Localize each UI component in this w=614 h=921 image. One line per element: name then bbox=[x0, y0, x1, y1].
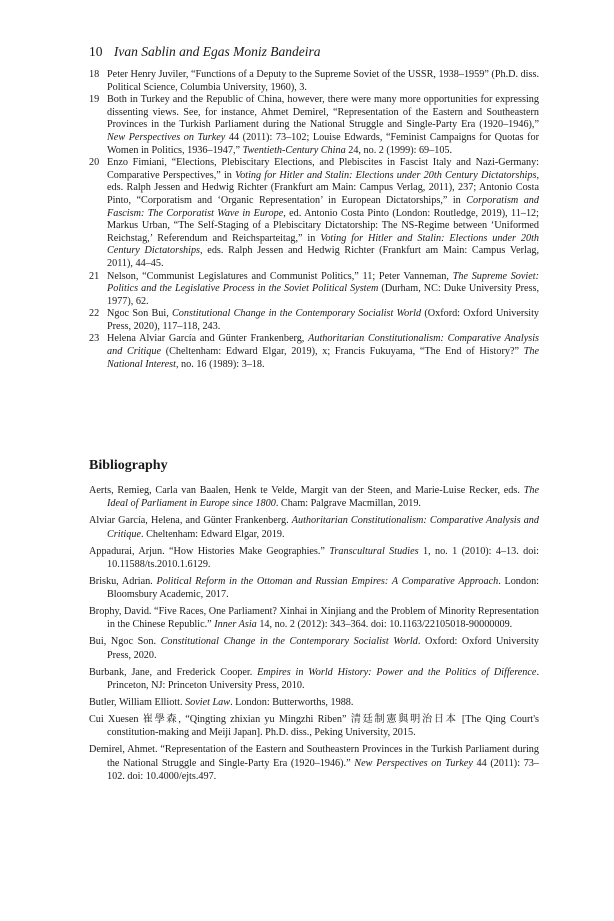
italic-title: Empires in World History: Power and the Politics of Difference bbox=[257, 666, 537, 678]
text-run: Butler, William Elliott. bbox=[89, 697, 186, 709]
text-run: Alviar García, Helena, and Günter Frankenberg. bbox=[89, 515, 292, 527]
bibliography-entry bbox=[89, 605, 539, 631]
text-run: Helena Alviar García and Günter Frankenberg, bbox=[107, 333, 309, 345]
bibliography-entry bbox=[89, 635, 539, 661]
italic-title: Authoritarian Constitutionalism: Comparative Analysis and Critique bbox=[107, 333, 539, 358]
text-run: , no. 16 (1989): 3–18. bbox=[175, 358, 265, 370]
italic-title: The Supreme Soviet: Politics and the Legislative Process in the Soviet Political System bbox=[107, 270, 539, 295]
text-run: (Oxford: Oxford University Press, 2020), 117–118, 243. bbox=[107, 308, 539, 332]
text-run: 44 (2011): 73–102. doi: 10.4000/ejts.497. bbox=[107, 757, 539, 782]
text-run: 24, no. 2 (1999): 69–105. bbox=[345, 144, 453, 156]
italic-title: Transcultural Studies bbox=[329, 545, 419, 557]
text-run: Aerts, Remieg, Carla van Baalen, Henk te Velde, Margit van der Steen, and Marie-Luise Recker, eds. bbox=[89, 485, 524, 496]
bibliography-entry bbox=[89, 575, 539, 601]
running-head: Ivan Sablin and Egas Moniz Bandeira bbox=[113, 44, 321, 59]
text-run: 14, no. 2 (2012): 343–364. doi: 10.1163/22105018-90000009. bbox=[256, 619, 513, 631]
running-header bbox=[89, 43, 549, 61]
endnote bbox=[89, 271, 539, 309]
endnote-number: 19 bbox=[89, 94, 100, 106]
bibliography-heading: Bibliography bbox=[89, 458, 168, 473]
endnote-number: 23 bbox=[89, 333, 100, 345]
italic-title: Constitutional Change in the Contemporary Socialist World bbox=[160, 636, 418, 648]
bibliography-entry bbox=[89, 743, 539, 783]
text-run: Both in Turkey and the Republic of China, however, there were many more opportunities for expressing dissenting views. See, for instance, Ahmet Demirel, “Representation of the Eastern and Southeastern Provinces in the Turkish Parliament during the National Struggle and Single-Party Era (1920–1946),” bbox=[107, 94, 539, 131]
italic-title: Authoritarian Constitutionalism: Comparative Analysis and Critique bbox=[107, 515, 539, 540]
endnote-number: 20 bbox=[89, 157, 100, 169]
italic-title: Soviet Law bbox=[185, 697, 231, 709]
text-run: Peter Henry Juviler, “Functions of a Deputy to the Supreme Soviet of the USSR, 1938–1959” (Ph.D. diss. Political Science, Columbia University, 1960), 3. bbox=[107, 69, 539, 93]
endnote-number: 18 bbox=[89, 69, 100, 80]
text-run: 1, no. 1 (2010): 4–13. doi: 10.11588/ts.2010.1.6129. bbox=[107, 545, 539, 570]
text-run: , eds. Ralph Jessen and Hedwig Richter (Frankfurt am Main: Campus Verlag, 2011), 237; Antonio Costa Pinto, “Corporatism and ‘Organic Representation’ in European Dictatorships,” in bbox=[107, 169, 539, 206]
text-run: Nelson, “Communist Legislatures and Communist Politics,” 11; Peter Vanneman, bbox=[107, 270, 453, 282]
italic-title: The Ideal of Parliament in Europe since 1800 bbox=[107, 485, 539, 510]
italic-title: Corporatism and Fascism: The Corporatist Wave in Europe bbox=[107, 194, 539, 219]
endnote bbox=[89, 333, 539, 371]
text-run: , ed. Antonio Costa Pinto (London: Routledge, 2019), 11–12; Markus Urban, “The Self-Staging of a Plebiscitary Dictatorship: The NS-Regime between ‘Uniformed Reichstag,’ Referendum and Reichsparteitag,” in bbox=[107, 207, 539, 244]
endnotes bbox=[89, 69, 539, 371]
endnote bbox=[89, 308, 539, 333]
italic-title: New Perspectives on Turkey bbox=[354, 757, 473, 769]
text-run: . Oxford: Oxford University Press, 2020. bbox=[107, 636, 539, 661]
endnote-number: 22 bbox=[89, 308, 100, 320]
text-run: Brophy, David. “Five Races, One Parliament? Xinhai in Xinjiang and the Problem of Minority Representation in the Chinese Republic.” bbox=[89, 606, 539, 631]
bibliography-entry bbox=[89, 484, 539, 510]
endnote bbox=[89, 69, 539, 94]
endnote bbox=[89, 157, 539, 270]
italic-title: Inner Asia bbox=[214, 619, 257, 631]
text-run: Bui, Ngoc Son. bbox=[89, 636, 161, 648]
endnote bbox=[89, 94, 539, 157]
text-run: . London: Butterworths, 1988. bbox=[230, 697, 354, 709]
text-run: Brisku, Adrian. bbox=[89, 575, 157, 587]
bibliography-entry bbox=[89, 545, 539, 571]
italic-title: Twentieth-Century China bbox=[242, 144, 346, 156]
italic-title: Political Reform in the Ottoman and Russian Empires: A Comparative Approach bbox=[156, 575, 499, 587]
text-run: (Cheltenham: Edward Elgar, 2019), x; Francis Fukuyama, “The End of History?” bbox=[160, 346, 524, 358]
italic-title: Voting for Hitler and Stalin: Elections under 20th Century Dictatorships bbox=[107, 232, 539, 257]
italic-title: New Perspectives on Turkey bbox=[107, 131, 226, 143]
text-run: . Princeton, NJ: Princeton University Press, 2010. bbox=[107, 666, 539, 691]
text-run: (Durham, NC: Duke University Press, 1977), 62. bbox=[107, 283, 539, 307]
italic-title: The National Interest bbox=[107, 346, 539, 370]
text-run: . London: Bloomsbury Academic, 2017. bbox=[107, 575, 539, 601]
text-run: Appadurai, Arjun. “How Histories Make Geographies.” bbox=[89, 545, 330, 557]
text-run: Demirel, Ahmet. “Representation of the Eastern and Southeastern Provinces in the Turkish Parliament during the National Struggle and Single-Party Era (1920–1946).” bbox=[89, 744, 539, 769]
text-run: Enzo Fimiani, “Elections, Plebiscitary Elections, and Plebiscites in Fascist Italy and Nazi-Germany: Comparative Perspectives,” in bbox=[107, 157, 539, 181]
bibliography-entry bbox=[89, 514, 539, 540]
text-run: Burbank, Jane, and Frederick Cooper. bbox=[89, 666, 258, 678]
bibliography-list bbox=[89, 484, 539, 787]
text-run: 44 (2011): 73–102; Louise Edwards, “Feminist Campaigns for Quotas for Women in Politics, 1936–1947,” bbox=[107, 131, 539, 156]
text-run: . Cheltenham: Edward Elgar, 2019. bbox=[140, 528, 285, 540]
italic-title: Constitutional Change in the Contemporary Socialist World bbox=[172, 308, 422, 320]
text-run: . Cham: Palgrave Macmillan, 2019. bbox=[275, 498, 421, 510]
bibliography-entry bbox=[89, 713, 539, 739]
text-run: Ngoc Son Bui, bbox=[107, 308, 173, 320]
endnote-number: 21 bbox=[89, 270, 100, 282]
bibliography-entry bbox=[89, 696, 539, 709]
page-number: 10 bbox=[89, 44, 103, 59]
text-run: Cui Xuesen 崔學森, “Qingting zhixian yu Mingzhi Riben” 清廷制憲與明治日本 [The Qing Court's constitution-making and Meiji Japan]. Ph.D. diss., Peking University, 2015. bbox=[89, 714, 539, 739]
text-run: , eds. Ralph Jessen and Hedwig Richter (Frankfurt am Main: Campus Verlag, 2011), 44–45. bbox=[107, 245, 540, 269]
italic-title: Voting for Hitler and Stalin: Elections under 20th Century Dictatorships bbox=[235, 169, 537, 181]
bibliography-entry bbox=[89, 666, 539, 692]
